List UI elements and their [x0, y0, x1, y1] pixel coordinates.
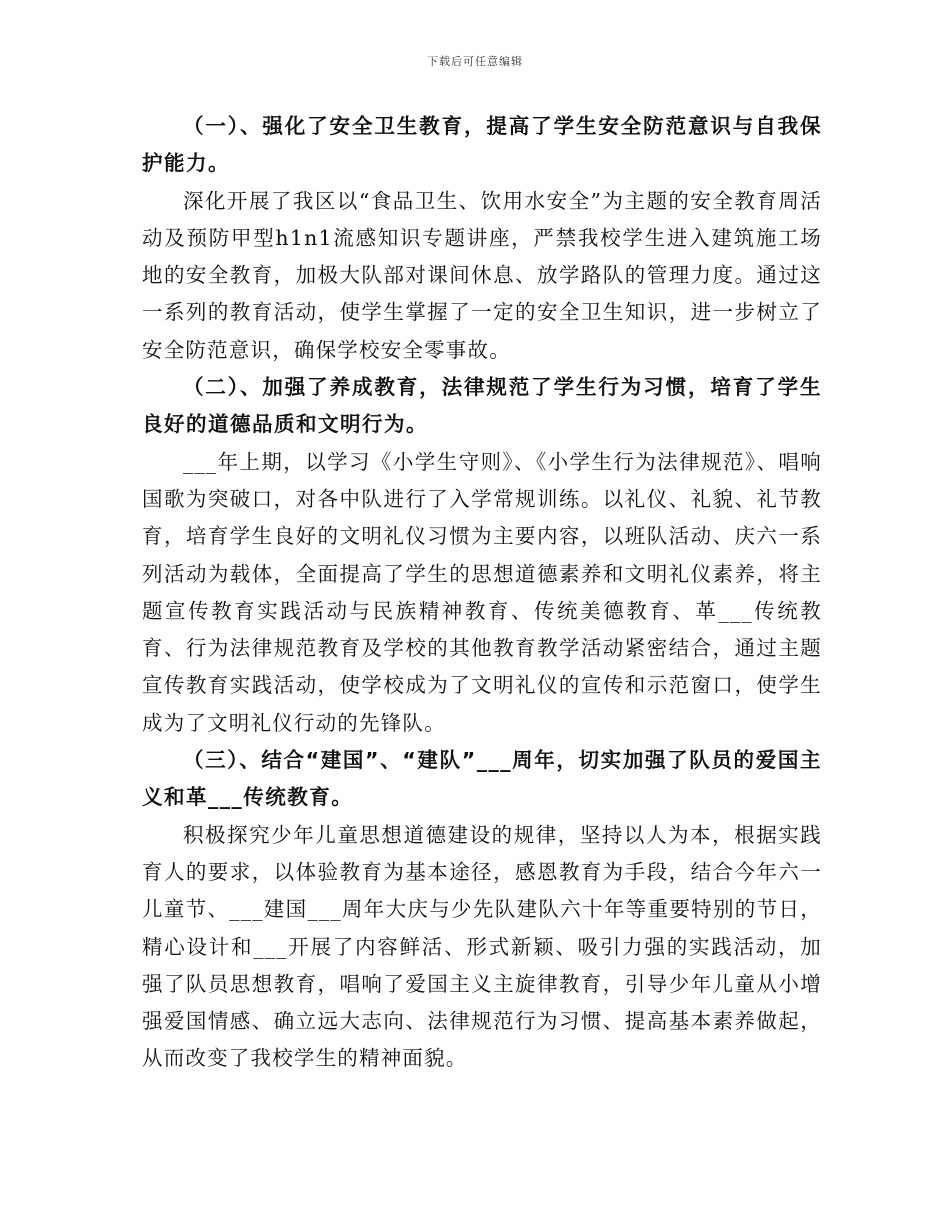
section-heading-2: （二）、加强了养成教育，法律规范了学生行为习惯，培育了学生良好的道德品质和文明行为。 — [142, 375, 822, 437]
section-body-1: 深化开展了我区以“食品卫生、饮用水安全”为主题的安全教育周活动及预防甲型h1n1流感知识专题讲座，严禁我校学生进入建筑施工场地的安全教育，加极大队部对课间休息、放学路队的管理力度。通过这一系列的教育活动，使学生掌握了一定的安全卫生知识，进一步树立了安全防范意识，确保学校安全零事故。 — [142, 188, 822, 362]
document-body — [142, 108, 822, 1078]
section-heading-3: （三）、结合“建国”、“建队”___周年，切实加强了队员的爱国主义和革___传统教育。 — [142, 748, 822, 810]
section-body-2: ___年上期，以学习《小学生守则》、《小学生行为法律规范》、唱响国歌为突破口，对各中队进行了入学常规训练。以礼仪、礼貌、礼节教育，培育学生良好的文明礼仪习惯为主要内容，以班队活动、庆六一系列活动为载体，全面提高了学生的思想道德素养和文明礼仪素养，将主题宣传教育实践活动与民族精神教育、传统美德教育、革___传统教育、行为法律规范教育及学校的其他教育教学活动紧密结合，通过主题宣传教育实践活动，使学校成为了文明礼仪的宣传和示范窗口，使学生成为了文明礼仪行动的先锋队。 — [142, 449, 822, 735]
section-body-3: 积极探究少年儿童思想道德建设的规律，坚持以人为本，根据实践育人的要求，以体验教育为基本途径，感恩教育为手段，结合今年六一儿童节、___建国___周年大庆与少先队建队六十年等重要特别的节日，精心设计和___开展了内容鲜活、形式新颖、吸引力强的实践活动，加强了队员思想教育，唱响了爱国主义主旋律教育，引导少年儿童从小增强爱国情感、确立远大志向、法律规范行为习惯、提高基本素养做起，从而改变了我校学生的精神面貌。 — [142, 822, 822, 1071]
page-header: 下载后可任意编辑 — [427, 55, 523, 68]
section-heading-1: （一）、强化了安全卫生教育，提高了学生安全防范意识与自我保护能力。 — [142, 114, 822, 176]
